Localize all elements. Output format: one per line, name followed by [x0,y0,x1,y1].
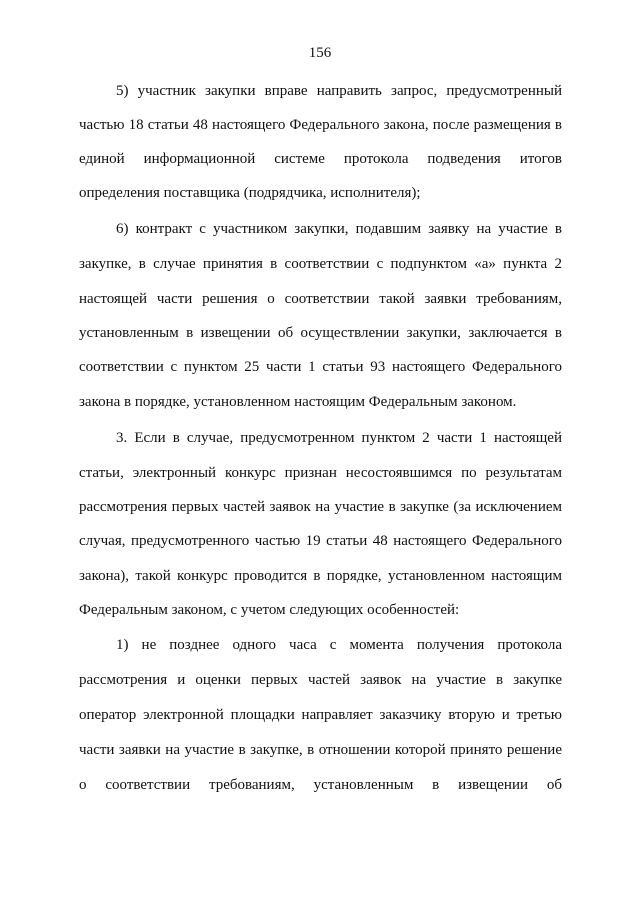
paragraph-line: определения поставщика (подрядчика, исполнителя); [79,185,421,201]
paragraph-line: частью 18 статьи 48 настоящего Федерального закона, после размещения в [79,117,562,133]
paragraph-line: статьи, электронный конкурс признан несостоявшимся по результатам [79,465,562,481]
paragraph-line: единой информационной системе протокола подведения итогов [79,151,562,167]
page-number: 156 [308,45,332,61]
paragraph-line: установленным в извещении об осуществлении закупки, заключается в [79,325,562,341]
paragraph-line: настоящей части решения о соответствии такой заявки требованиям, [79,291,562,307]
paragraph-line: о соответствии требованиям, установленным в извещении об [79,777,562,793]
paragraph-line: закона в порядке, установленном настоящим Федеральным законом. [79,394,517,410]
paragraph-line: закона), такой конкурс проводится в порядке, установленном настоящим [79,568,562,584]
paragraph-line: 5) участник закупки вправе направить запрос, предусмотренный [116,83,562,99]
paragraph-line: 3. Если в случае, предусмотренном пунктом 2 части 1 настоящей [116,430,562,446]
paragraph-line: соответствии с пунктом 25 части 1 статьи 93 настоящего Федерального [79,359,562,375]
paragraph-line: 6) контракт с участником закупки, подавшим заявку на участие в [116,221,562,237]
paragraph-line: Федеральным законом, с учетом следующих особенностей: [79,602,460,618]
paragraph-line: случая, предусмотренного частью 19 статьи 48 настоящего Федерального [79,533,562,549]
paragraph-line: закупке, в случае принятия в соответствии с подпунктом «а» пункта 2 [79,256,562,272]
paragraph-line: рассмотрения и оценки первых частей заявок на участие в закупке [79,672,562,688]
paragraph-line: 1) не позднее одного часа с момента получения протокола [116,637,562,653]
paragraph-line: оператор электронной площадки направляет заказчику вторую и третью [79,707,562,723]
paragraph-line: части заявки на участие в закупке, в отношении которой принято решение [79,742,562,758]
paragraph-line: рассмотрения первых частей заявок на участие в закупке (за исключением [79,499,562,515]
